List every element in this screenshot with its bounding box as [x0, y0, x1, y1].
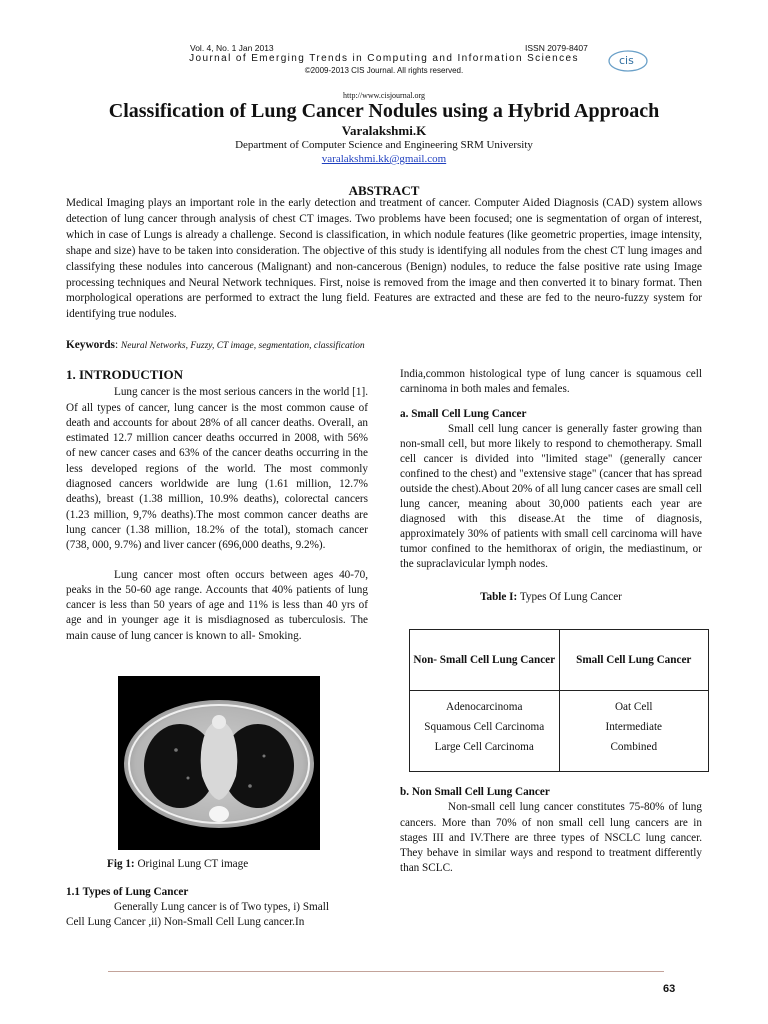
- left-column: [66, 367, 368, 644]
- author-email-link[interactable]: varalakshmi.kk@gmail.com: [321, 153, 447, 165]
- volume-info: Vol. 4, No. 1 Jan 2013: [190, 43, 274, 53]
- small-cell-paragraph: Small cell lung cancer is generally faster growing than non-small cell, but more likely to respond to chemotherapy. Small cell cancer is divided into "limited stage" (generally cancer confined to the chest) and "extensive stage" (cancer that has spread outside the chest).About 20% of all lung cancer cases are small cell lung cancer, meaning about 30,000 patients each year are diagnosed with this disease.At the time of diagnosis, approximately 30% of patients with small cell carcinoma will have tumor confined to the hemithorax of origin, the mediastinum, or the supraclavicular lymph nodes.: [400, 423, 702, 570]
- journal-header: [0, 0, 768, 80]
- table-cell: Intermediate: [559, 717, 709, 737]
- issn: ISSN 2079-8407: [525, 43, 588, 53]
- small-cell-heading: a. Small Cell Lung Cancer: [400, 408, 527, 420]
- keywords: [66, 339, 702, 351]
- intro-paragraph-2: Lung cancer most often occurs between ages 40-70, peaks in the 50-60 age range. Accounts that 40% patients of lung cancer is less than 50 years of age and 11% is less than 40 yrs of age and in younger age it is misdiagnosed as tuberculosis. The main cause of lung cancer is known to all- Smoking.: [66, 568, 368, 642]
- table-row: [410, 737, 709, 772]
- page-number: 63: [663, 983, 676, 995]
- table-caption-text: Types Of Lung Cancer: [517, 591, 622, 603]
- table-row: [410, 691, 709, 718]
- abstract-text: Medical Imaging plays an important role in the early detection and treatment of cancer. Computer Aided Diagnosis (CAD) system allows detection of lung cancer through analysis of chest CT images. Two problems have been focused; one is segmentation of organ of interest, which in case of Lungs is already a challenge. Second is classification, in which nodule features (like geometric properties, image intensity, shape and size) have to be taken into consideration. The objective of this study is identifying all nodules from the chest CT lung images and classifying these nodules into cancerous (Malignant) and non-cancerous (Benign) nodules, to reduce the false positive rate using Image processing techniques and Neural Network techniques. First, noise is removed from the image and then converted it to binary format. Then morphological operations are performed to extract the lung field. Features are extracted and these are fed to the neuro-fuzzy system for identifying true nodules.: [66, 197, 702, 321]
- lung-cancer-types-table: [409, 629, 709, 772]
- cis-logo-text: cis: [619, 54, 634, 67]
- cis-logo: [607, 46, 651, 74]
- table-cell: Squamous Cell Carcinoma: [410, 717, 560, 737]
- keywords-separator: :: [114, 339, 121, 351]
- footer-divider: [108, 971, 664, 972]
- intro-heading: 1. INTRODUCTION: [66, 367, 184, 382]
- continued-paragraph: India,common histological type of lung cancer is squamous cell carninoma in both males and females.: [400, 368, 702, 395]
- non-small-cell-paragraph: Non-small cell lung cancer constitutes 75-80% of lung cancers. More than 70% of non small cell lung cancers are in stages III and IV.There are three types of NSCLC lung cancer. They behave in similar ways and respond to treatment differently than SCLC.: [400, 801, 702, 875]
- table-caption: [400, 591, 702, 603]
- intro-paragraph-1: Lung cancer is the most serious cancers in the world [1]. Of all types of cancer, lung cancer is the most common cause of death and accounts for about 28% of all cancer deaths. Overall, an estimated 12.7 million cancer deaths occurred in 2008, with 56% of new cancer cases and 63% of the cancer deaths occurring in the less developed regions of the world. The most commonly diagnosed cancers worldwide are lung (1.61 million, 12.7% deaths), breast (1.38 million, 10.9% deaths), colorectal cancers (1.23 million, 9,7% deaths).The most common cancer deaths are lung cancer (1.38 million, 18.2% of the total), stomach cancer (738, 000, 9.7%) and liver cancer (696,000 deaths, 9.2%).: [66, 386, 368, 552]
- paper-title: Classification of Lung Cancer Nodules using a Hybrid Approach: [108, 100, 660, 122]
- table-header-row: [410, 630, 709, 691]
- table-label: Table I:: [480, 591, 518, 603]
- abstract-heading: ABSTRACT: [348, 183, 420, 198]
- table-cell: Adenocarcinoma: [410, 691, 560, 718]
- author-name: Varalakshmi.K: [341, 123, 427, 138]
- figure-label: Fig 1:: [107, 858, 135, 870]
- keywords-list: Neural Networks, Fuzzy, CT image, segmentation, classification: [120, 341, 365, 351]
- table-row: [410, 717, 709, 737]
- journal-url[interactable]: http://www.cisjournal.org: [343, 91, 425, 100]
- table-header: Non- Small Cell Lung Cancer: [410, 630, 560, 691]
- figure-caption: [107, 858, 248, 870]
- journal-name: Journal of Emerging Trends in Computing and Information Sciences: [189, 53, 579, 64]
- copyright: ©2009-2013 CIS Journal. All rights reserved.: [304, 66, 464, 75]
- table-cell: Oat Cell: [559, 691, 709, 718]
- figure-caption-text: Original Lung CT image: [134, 858, 249, 870]
- right-column: [400, 367, 702, 572]
- table-cell: Large Cell Carcinoma: [410, 737, 560, 772]
- types-heading: 1.1 Types of Lung Cancer: [66, 886, 189, 898]
- keywords-label: Keywords: [66, 339, 115, 351]
- affiliation: Department of Computer Science and Engineering SRM University: [235, 139, 533, 151]
- types-paragraph: Generally Lung cancer is of Two types, i) Small Cell Lung Cancer ,ii) Non-Small Cell Lung cancer.In: [66, 901, 329, 929]
- table-header: Small Cell Lung Cancer: [559, 630, 709, 691]
- lung-ct-image: [118, 676, 320, 850]
- right-column-lower: [400, 785, 702, 877]
- table-cell: Combined: [559, 737, 709, 772]
- non-small-cell-heading: b. Non Small Cell Lung Cancer: [400, 786, 550, 798]
